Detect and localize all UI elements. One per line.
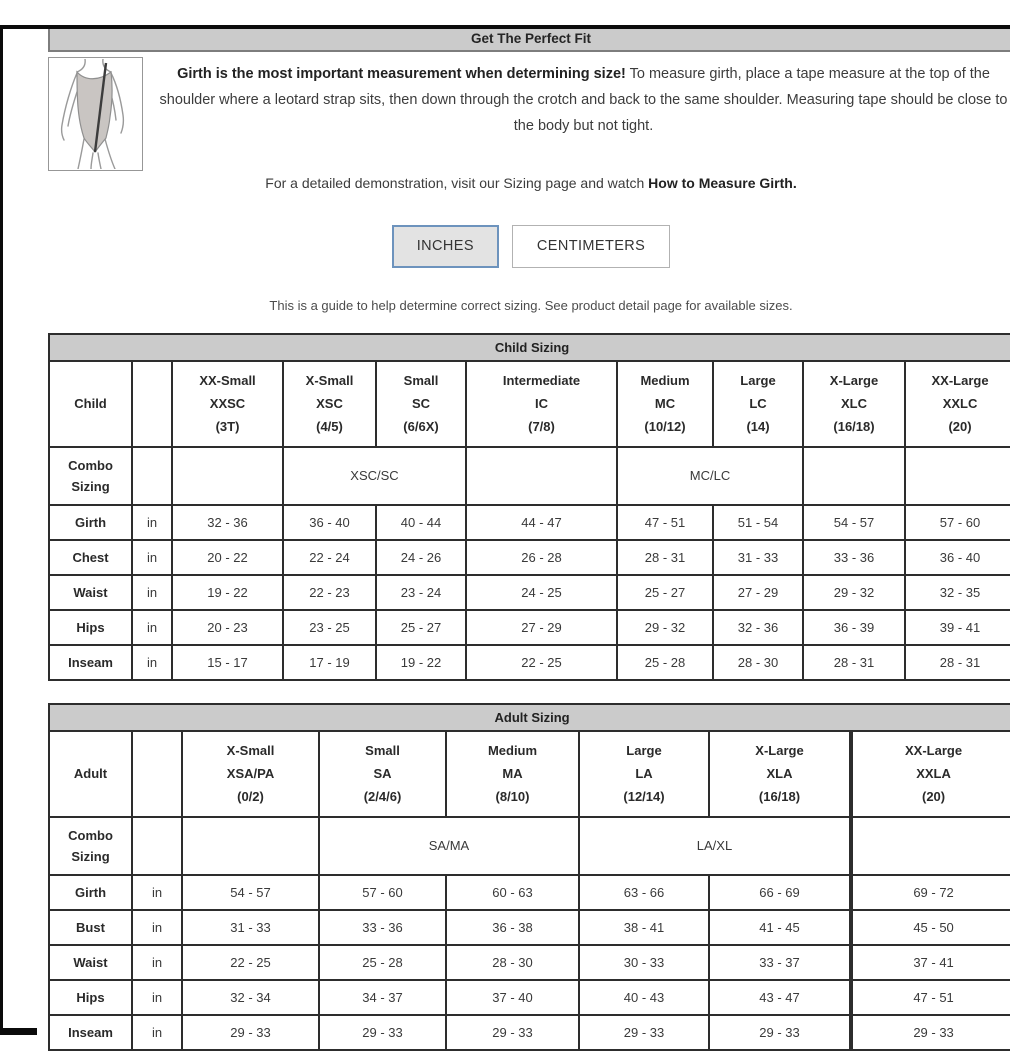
measurement-value: 36 - 38 [446, 910, 579, 945]
measurement-value: 44 - 47 [466, 505, 617, 540]
leotard-girth-diagram [48, 57, 143, 171]
measurement-value: 29 - 32 [803, 575, 905, 610]
size-column-header: X-Small XSA/PA (0/2) [182, 731, 319, 817]
measurement-value: 29 - 33 [709, 1015, 851, 1050]
group-label: Adult [49, 731, 132, 817]
measurement-value: 47 - 51 [851, 980, 1010, 1015]
measurement-value: 36 - 40 [905, 540, 1010, 575]
measurement-value: 31 - 33 [713, 540, 803, 575]
measurement-value: 29 - 32 [617, 610, 713, 645]
measurement-value: 54 - 57 [803, 505, 905, 540]
measurement-value: 29 - 33 [182, 1015, 319, 1050]
inches-button[interactable]: INCHES [392, 225, 499, 268]
measurement-value: 36 - 39 [803, 610, 905, 645]
measurement-value: 24 - 25 [466, 575, 617, 610]
table-title-row [49, 704, 1010, 731]
measurement-label: Girth [49, 875, 132, 910]
measurement-value: 19 - 22 [172, 575, 283, 610]
measurement-label: Girth [49, 505, 132, 540]
measurement-value: 33 - 36 [803, 540, 905, 575]
measurement-value: 27 - 29 [713, 575, 803, 610]
measurement-row [49, 980, 1010, 1015]
measurement-value: 31 - 33 [182, 910, 319, 945]
measurement-value: 37 - 40 [446, 980, 579, 1015]
measurement-value: 37 - 41 [851, 945, 1010, 980]
measurement-value: 20 - 23 [172, 610, 283, 645]
unit-cell: in [132, 1015, 182, 1050]
measurement-value: 38 - 41 [579, 910, 709, 945]
combo-cell [182, 817, 319, 875]
size-column-header: X-Large XLA (16/18) [709, 731, 851, 817]
girth-instructions-bold: Girth is the most important measurement when determining size! [177, 66, 626, 82]
unit-cell: in [132, 875, 182, 910]
measurement-value: 69 - 72 [851, 875, 1010, 910]
measurement-label: Chest [49, 540, 132, 575]
measurement-value: 17 - 19 [283, 645, 376, 680]
measurement-value: 26 - 28 [466, 540, 617, 575]
measurement-value: 28 - 31 [905, 645, 1010, 680]
measurement-label: Inseam [49, 645, 132, 680]
table-title-row [49, 334, 1010, 361]
measurement-value: 41 - 45 [709, 910, 851, 945]
measurement-value: 40 - 44 [376, 505, 466, 540]
measurement-value: 20 - 22 [172, 540, 283, 575]
measurement-value: 39 - 41 [905, 610, 1010, 645]
size-column-header: X-Small XSC (4/5) [283, 361, 376, 447]
measurement-value: 23 - 24 [376, 575, 466, 610]
unit-column-header [132, 731, 182, 817]
measurement-label: Inseam [49, 1015, 132, 1050]
combo-unit-cell [132, 447, 172, 505]
measurement-value: 32 - 36 [713, 610, 803, 645]
unit-cell: in [132, 540, 172, 575]
screen-edge-left [0, 25, 3, 1035]
combo-cell: SA/MA [319, 817, 579, 875]
measurement-label: Bust [49, 910, 132, 945]
measurement-label: Waist [49, 945, 132, 980]
measurement-value: 27 - 29 [466, 610, 617, 645]
combo-label: Combo Sizing [49, 447, 132, 505]
measurement-value: 22 - 23 [283, 575, 376, 610]
size-column-header: Intermediate IC (7/8) [466, 361, 617, 447]
unit-toggle [48, 225, 1010, 268]
measurement-value: 32 - 35 [905, 575, 1010, 610]
measurement-value: 40 - 43 [579, 980, 709, 1015]
combo-cell [172, 447, 283, 505]
unit-cell: in [132, 945, 182, 980]
combo-unit-cell [132, 817, 182, 875]
measurement-value: 28 - 31 [617, 540, 713, 575]
measurement-value: 28 - 30 [446, 945, 579, 980]
measurement-value: 54 - 57 [182, 875, 319, 910]
screen-edge-bottom [0, 1028, 37, 1035]
size-column-header: Large LA (12/14) [579, 731, 709, 817]
measurement-value: 63 - 66 [579, 875, 709, 910]
measurement-value: 34 - 37 [319, 980, 446, 1015]
combo-cell [466, 447, 617, 505]
measurement-value: 28 - 31 [803, 645, 905, 680]
measurement-value: 57 - 60 [905, 505, 1010, 540]
combo-label: Combo Sizing [49, 817, 132, 875]
measurement-value: 25 - 27 [376, 610, 466, 645]
measurement-value: 43 - 47 [709, 980, 851, 1015]
measurement-value: 29 - 33 [579, 1015, 709, 1050]
page-title: Get The Perfect Fit [470, 31, 592, 46]
combo-sizing-row [49, 447, 1010, 505]
measurement-row [49, 1015, 1010, 1050]
measurement-label: Hips [49, 980, 132, 1015]
measurement-value: 24 - 26 [376, 540, 466, 575]
demo-prefix: For a detailed demonstration, visit our Sizing page and watch [265, 175, 649, 191]
demo-bold: How to Measure Girth. [648, 175, 797, 191]
measurement-value: 22 - 25 [182, 945, 319, 980]
combo-cell: LA/XL [579, 817, 851, 875]
measurement-row [49, 540, 1010, 575]
unit-cell: in [132, 575, 172, 610]
measurement-value: 51 - 54 [713, 505, 803, 540]
measurement-value: 25 - 28 [617, 645, 713, 680]
leotard-shape [77, 72, 112, 152]
measurement-value: 57 - 60 [319, 875, 446, 910]
combo-cell [905, 447, 1010, 505]
size-column-header: XX-Large XXLC (20) [905, 361, 1010, 447]
combo-cell [803, 447, 905, 505]
screen-edge-top [0, 25, 1010, 29]
girth-instructions [143, 57, 1010, 139]
measurement-row [49, 945, 1010, 980]
child-sizing-table [48, 333, 1010, 681]
unit-cell: in [132, 505, 172, 540]
fit-header-bar [48, 25, 1010, 52]
measurement-row [49, 575, 1010, 610]
measurement-value: 66 - 69 [709, 875, 851, 910]
guide-note: This is a guide to help determine correct sizing. See product detail page for available sizes. [269, 297, 793, 313]
measurement-value: 33 - 36 [319, 910, 446, 945]
measurement-value: 29 - 33 [446, 1015, 579, 1050]
measurement-row [49, 875, 1010, 910]
combo-cell: MC/LC [617, 447, 803, 505]
measurement-value: 36 - 40 [283, 505, 376, 540]
measurement-value: 47 - 51 [617, 505, 713, 540]
adult-sizing-table [48, 703, 1010, 1051]
measurement-value: 19 - 22 [376, 645, 466, 680]
measurement-value: 28 - 30 [713, 645, 803, 680]
measurement-value: 22 - 24 [283, 540, 376, 575]
measurement-value: 32 - 34 [182, 980, 319, 1015]
measurement-row [49, 645, 1010, 680]
intro-section [48, 57, 1010, 171]
unit-cell: in [132, 980, 182, 1015]
demo-text [48, 175, 1010, 191]
size-column-header: Small SA (2/4/6) [319, 731, 446, 817]
measurement-value: 23 - 25 [283, 610, 376, 645]
table-header-row [49, 361, 1010, 447]
unit-column-header [132, 361, 172, 447]
measurement-label: Waist [49, 575, 132, 610]
measurement-value: 25 - 28 [319, 945, 446, 980]
centimeters-button[interactable]: CENTIMETERS [512, 225, 670, 268]
measurement-value: 32 - 36 [172, 505, 283, 540]
size-column-header: Small SC (6/6X) [376, 361, 466, 447]
measurement-value: 15 - 17 [172, 645, 283, 680]
measurement-row [49, 610, 1010, 645]
group-label: Child [49, 361, 132, 447]
size-column-header: Medium MA (8/10) [446, 731, 579, 817]
size-column-header: Large LC (14) [713, 361, 803, 447]
combo-cell: XSC/SC [283, 447, 466, 505]
unit-cell: in [132, 610, 172, 645]
measurement-value: 22 - 25 [466, 645, 617, 680]
table-title: Adult Sizing [49, 704, 1010, 731]
measurement-value: 60 - 63 [446, 875, 579, 910]
measurement-value: 30 - 33 [579, 945, 709, 980]
unit-cell: in [132, 910, 182, 945]
measurement-value: 45 - 50 [851, 910, 1010, 945]
measurement-value: 29 - 33 [319, 1015, 446, 1050]
size-column-header: X-Large XLC (16/18) [803, 361, 905, 447]
measurement-label: Hips [49, 610, 132, 645]
measurement-row [49, 505, 1010, 540]
size-chart-page [48, 25, 1010, 1051]
unit-cell: in [132, 645, 172, 680]
measurement-row [49, 910, 1010, 945]
size-column-header: XX-Small XXSC (3T) [172, 361, 283, 447]
combo-cell [851, 817, 1010, 875]
leotard-figure-icon [49, 59, 142, 169]
table-title: Child Sizing [49, 334, 1010, 361]
girth-instructions-rest: To measure girth, place a tape measure at the top of the shoulder where a leotard strap sits, then down through the crotch and back to the same shoulder. Measuring tape should be close to the body but not tight. [159, 66, 1008, 134]
measurement-value: 33 - 37 [709, 945, 851, 980]
measurement-value: 25 - 27 [617, 575, 713, 610]
size-column-header: Medium MC (10/12) [617, 361, 713, 447]
table-header-row [49, 731, 1010, 817]
measurement-value: 29 - 33 [851, 1015, 1010, 1050]
size-column-header: XX-Large XXLA (20) [851, 731, 1010, 817]
combo-sizing-row [49, 817, 1010, 875]
